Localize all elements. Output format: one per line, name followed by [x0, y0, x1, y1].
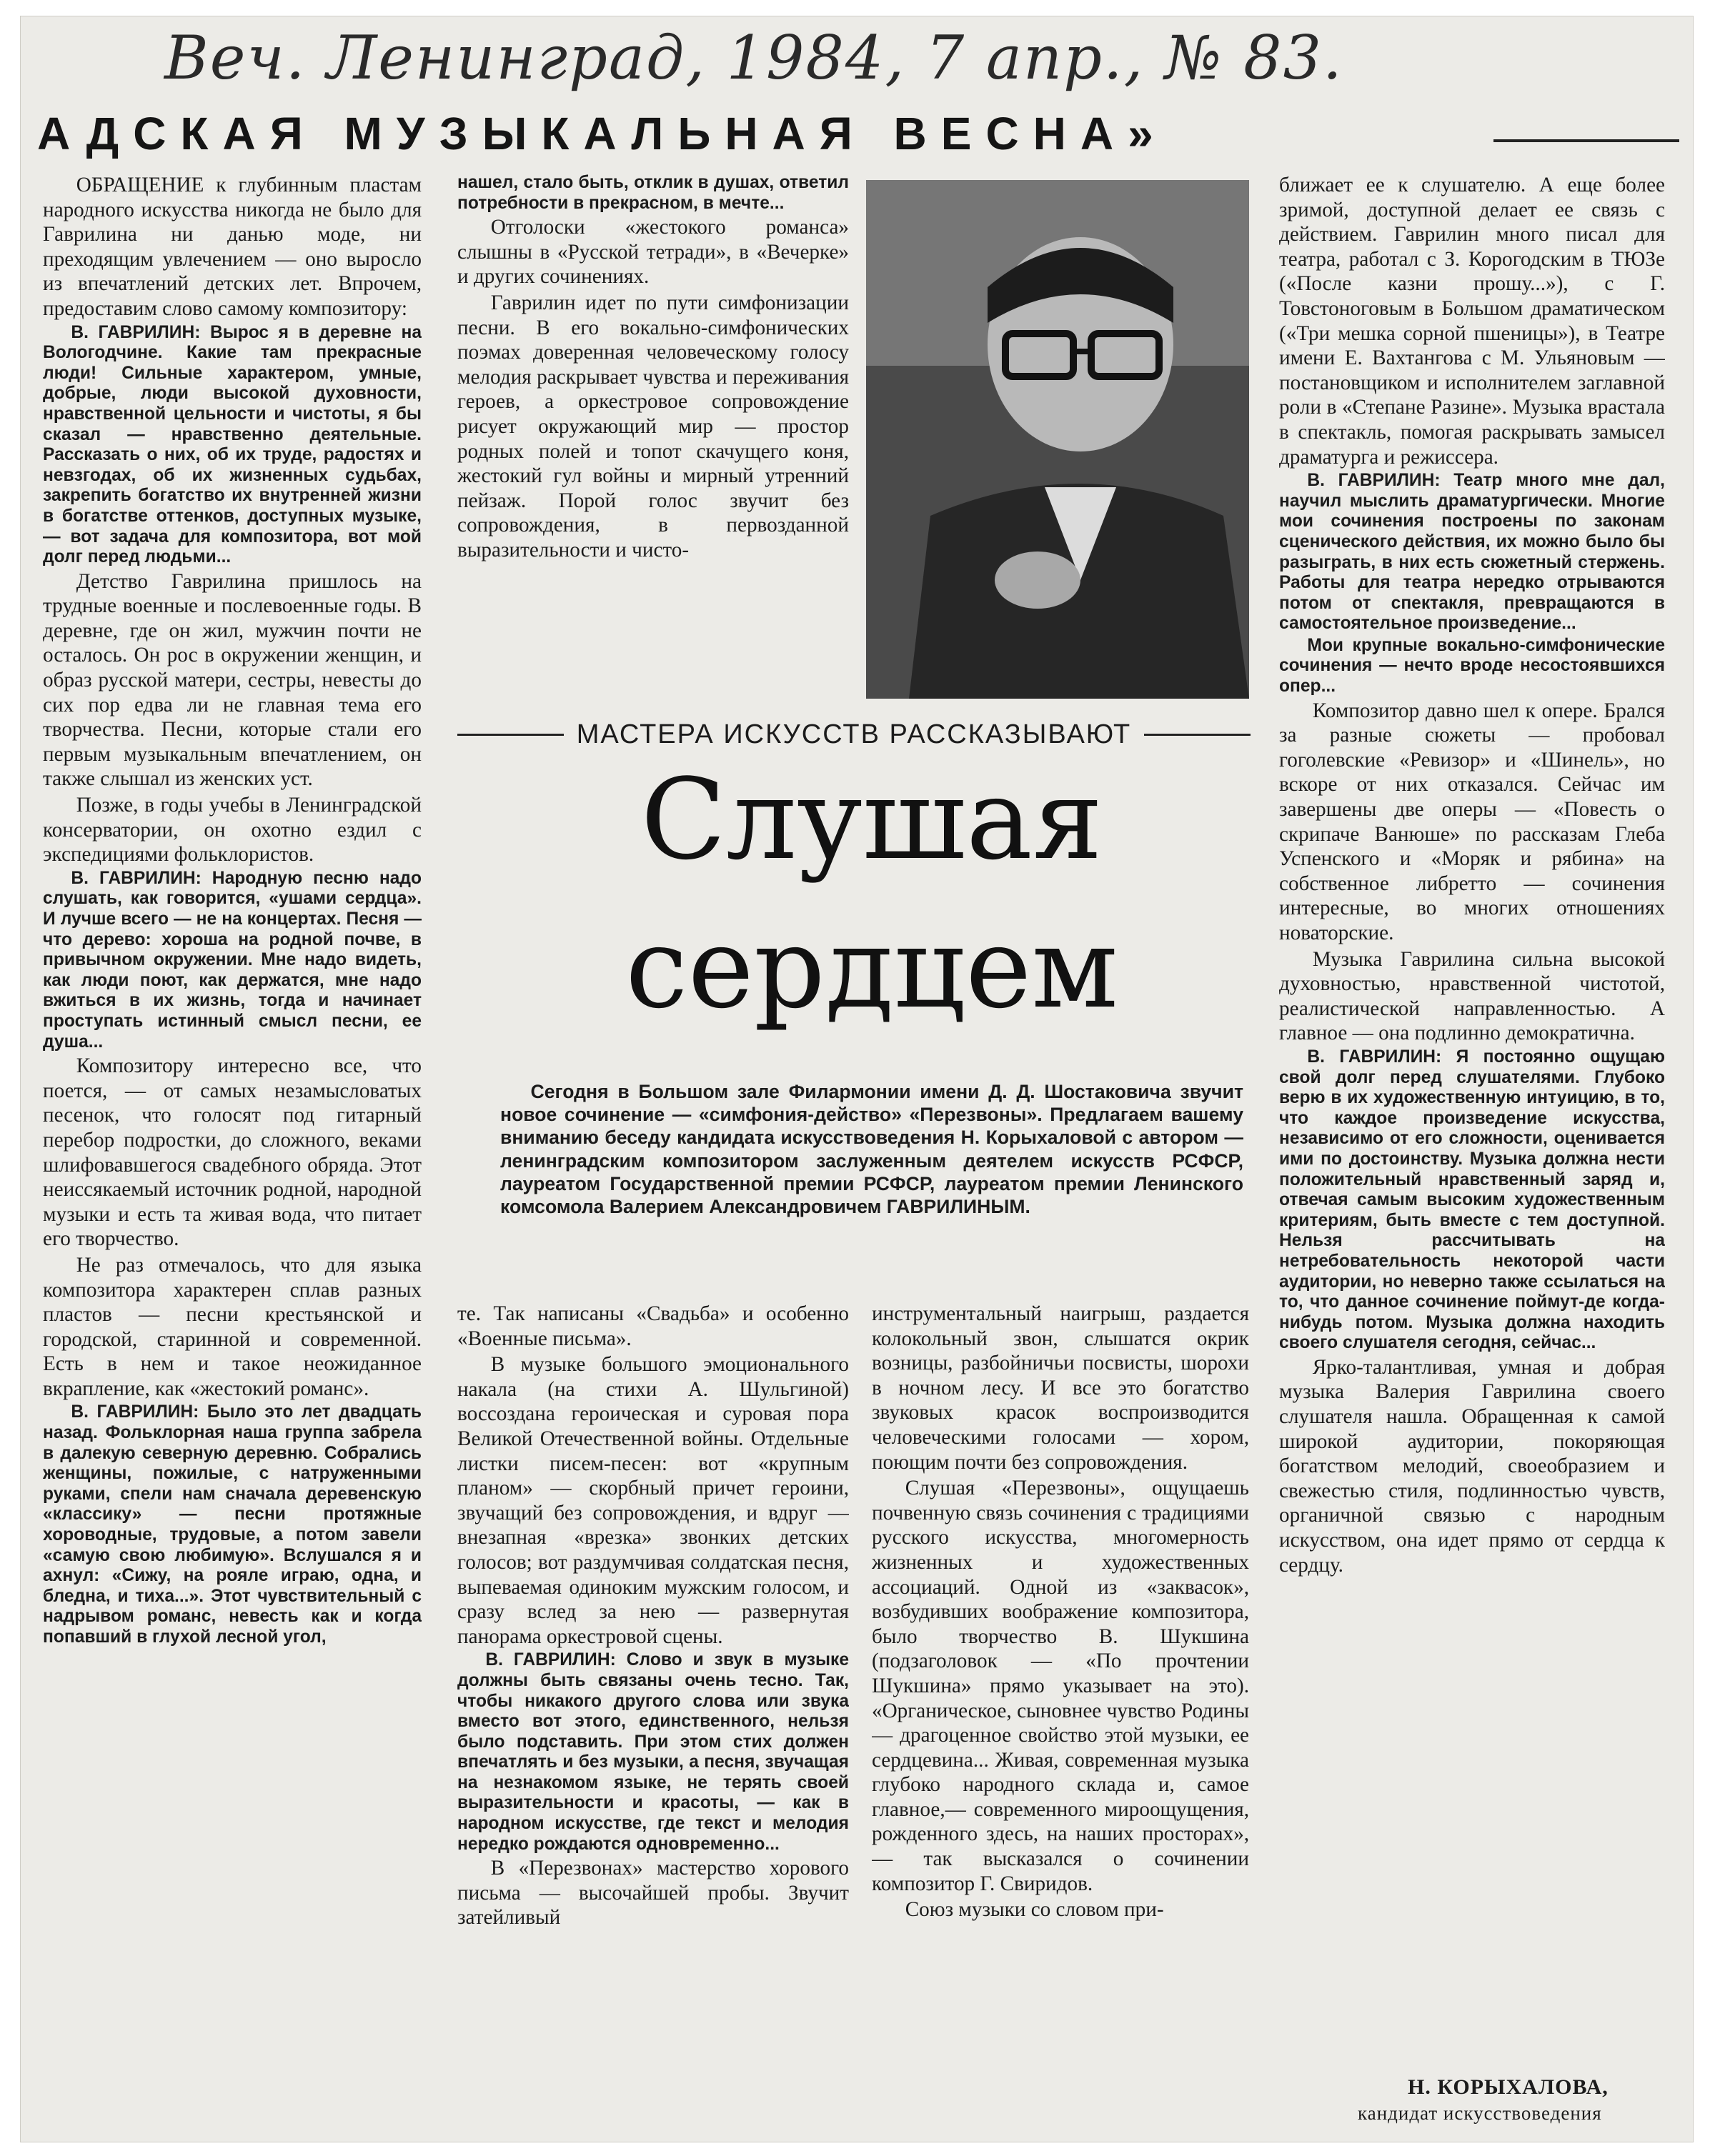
interview-paragraph: В. ГАВРИЛИН: Народную песню надо слушать, как говорится, «ушами сердца». И лучше всего — не на концертах. Песня — что дерево: хороша на родной почве, в привычном окружении. Мне надо видеть, как люди поют, как держатся, мне надо вжиться в их жизнь, тогда и начинает проступать истинный смысл песни, ее душа...	[43, 868, 422, 1052]
interview-paragraph: В. ГАВРИЛИН: Было это лет двадцать назад. Фольклорная наша группа забрела в далекую северную деревню. Собрались женщины, пожилые, с натруженными руками, спели нам сначала деревенскую «классику» — песни протяжные хороводные, трудовые, а потом завели «самую свою любимую». Вслушался я и ахнул: «Сижу, на рояле играю, одна, и бледна, и тиха...». Этот чувствительный с надрывом романс, невесть как и когда попавший в глухой лесной угол,	[43, 1402, 422, 1647]
paragraph: ближает ее к слушателю. А еще более зримой, доступной делает ее связь с действием. Гаврилин много писал для театра, работал с З. Корогодским в ТЮЗе («После казни прошу...»), с Г. Товстоноговым в Большом драматическом («Три мешка сорной пшеницы»), в Театре имени Е. Вахтангова с М. Ульяновым — постановщиком и исполнителем заглавной роли в «Степане Разине». Музыка врастала в спектакль, помогая раскрывать замысел драматурга и режиссера.	[1279, 174, 1665, 469]
paragraph: Позже, в годы учебы в Ленинградской консерватории, он охотно ездил с экспедициями фольклористов.	[43, 794, 422, 867]
interview-paragraph: В. ГАВРИЛИН: Я постоянно ощущаю свой долг перед слушателями. Глубоко верю в их художественную интуицию, в то, что каждое произведение искусства, независимо от его сложности, оценивается ими по достоинству. Музыка должна нести положительный нравственный заряд и, отвечая самым высоким художественным критериям, быть вместе с тем доступной. Нельзя рассчитывать на нетребовательность некоторой части аудитории, но неверно также ссылаться на то, что данное сочинение поймут-де когда-нибудь потом. Музыка должна находить своего слушателя сегодня, сейчас...	[1279, 1047, 1665, 1353]
headline-line-1: Слушая	[640, 754, 1103, 884]
author-signature: Н. КОРЫХАЛОВА,	[1408, 2075, 1609, 2099]
paragraph: В музыке большого эмоционального накала (на стихи А. Шульгиной) воссоздана героическая и суровая пора Великой Отечественной войны. Отдельные листки писем-песен: вот «крупным планом» — скорбный причет героини, звучащий без сопровождения, и вдруг — внезапная «врезка» звонких детских голосов; вот раздумчивая солдатская песня, выпеваемая одиноким мужским голосом, и сразу вслед за нею — развернутая панорама оркестровой сцены.	[457, 1353, 849, 1648]
section-banner: АДСКАЯ МУЗЫКАЛЬНАЯ ВЕСНА»	[37, 108, 1168, 159]
paragraph: В «Перезвонах» мастерство хорового письма — высочайшей пробы. Звучит затейливый	[457, 1857, 849, 1930]
paragraph: те. Так написаны «Свадьба» и особенно «Военные письма».	[457, 1302, 849, 1350]
paragraph: Музыка Гаврилина сильна высокой духовностью, нравственной чистотой, реалистической направленностью. А главное — она подлинно демократична.	[1279, 947, 1665, 1045]
paragraph: Детство Гаврилина пришлось на трудные военные и послевоенные годы. В деревне, где он жил, мужчин почти не осталось. Он рос в окружении женщин, и образ русской матери, сестры, невесты до сих пор едва ли не главная тема его творчества. Песни, которые стали его первым музыкальным впечатлением, он также слышал из женских уст.	[43, 569, 422, 791]
headline-line-2: сердцем	[625, 903, 1118, 1033]
interview-paragraph: В. ГАВРИЛИН: Вырос я в деревне на Вологодчине. Какие там прекрасные люди! Сильные характером, умные, добрые, люди высокой духовности, нравственной цельности и чистоты, я бы сказал — нравственно деятельные. Рассказать о них, об их труде, радостях и невзгодах, об их жизненных судьбах, закрепить богатство их внутренней жизни в богатстве оттенков, доступных музыке, — вот задача для композитора, вот мой долг перед людьми...	[43, 322, 422, 567]
column-1	[43, 173, 422, 2102]
kicker-rule-left	[457, 734, 564, 736]
handwritten-source-note: Веч. Ленинград, 1984, 7 апр., № 83.	[164, 23, 1343, 93]
portrait-silhouette	[866, 180, 1249, 699]
paragraph: инструментальный наигрыш, раздается колокольный звон, слышатся окрик возницы, разбойничьи посвисты, шорохи в ночном лесу. И все это богатство звуковых красок воспроизводится человеческими голосами — хором, поющим почти без сопровождения.	[872, 1302, 1249, 1474]
column-2-bottom	[457, 1302, 849, 2123]
column-4	[1279, 173, 1665, 2070]
paragraph: Слушая «Перезвоны», ощущаешь почвенную связь сочинения с традициями русского искусства, многомерность жизненных и художественных ассоциаций. Одной из «закваcок», возбудивших воображение композитора, было творчество В. Шукшина (подзаголовок — «По прочтении Шукшина» прямо указывает на это). «Органическое, сыновнее чувство Родины — драгоценное свойство этой музыки, ее сердцевина... Живая, современная музыка глубоко народного склада и, самое главное,— современного мироощущения, рожденного здесь, на наших просторах», — так высказался о сочинении композитор Г. Свиридов.	[872, 1477, 1249, 1895]
interview-paragraph: В. ГАВРИЛИН: Театр много мне дал, научил мыслить драматургически. Многие мои сочинения построены по законам сценического действия, их можно было бы разыграть, в них есть сюжетный стержень. Работы для театра нередко отрываются потом от спектакля, превращаются в самостоятельное произведение...	[1279, 471, 1665, 634]
kicker-row	[457, 717, 1251, 752]
composer-portrait-photo	[866, 180, 1249, 699]
paragraph: Не раз отмечалось, что для языка композитора характерен сплав разных пластов — песни крестьянской и городской, старинной и современной. Есть в нем и такое неожиданное вкрапление, как «жестокий романс».	[43, 1253, 422, 1400]
paragraph: Ярко-талантливая, умная и добрая музыка Валерия Гаврилина своего слушателя нашла. Обращенная к самой широкой аудитории, покоряющая богатством мелодий, своеобразием и свежестью стиля, подлинностью чувств, органичной связью с народным искусством, она идет прямо от сердца к сердцу.	[1279, 1355, 1665, 1577]
kicker: МАСТЕРА ИСКУССТВ РАССКАЗЫВАЮТ	[576, 719, 1132, 749]
interview-paragraph: В. ГАВРИЛИН: Слово и звук в музыке должны быть связаны очень тесно. Так, чтобы никакого другого слова или звука вместо вот этого, единственного, нельзя было подставить. При этом стих должен впечатлять и без музыки, а песня, звучащая на незнакомом языке, не терять своей выразительности и красоты, — как в народном искусстве, где текст и мелодия нередко рождаются одновременно...	[457, 1650, 849, 1854]
author-title: кандидат искусствоведения	[1358, 2102, 1602, 2124]
paragraph: Композитору интересно все, что поется, — от самых незамысловатых песенок, что голосят под гитарный перебор подростки, до сложного, веками шлифовавшегося свадебного обряда. Этот неиссякаемый источник родной, народной музыки и есть та живая вода, что питает его творчество.	[43, 1054, 422, 1251]
lead-paragraph: Сегодня в Большом зале Филармонии имени Д. Д. Шостаковича звучит новое сочинение — «симфония-действо» «Перезвоны». Предлагаем вашему вниманию беседу кандидата искусствоведения Н. Корыхаловой с автором — ленинградским композитором заслуженным деятелем искусств РСФСР, лауреатом Государственной премии РСФСР, лауреатом премии Ленинского комсомола Валерием Александровичем ГАВРИЛИНЫМ.	[500, 1081, 1243, 1218]
interview-paragraph: Мои крупные вокально-симфонические сочинения — нечто вроде несостоявшихся опер...	[1279, 635, 1665, 697]
paragraph: Гаврилин идет по пути симфонизации песни. В его вокально-симфонических поэмах доверенная человеческому голосу мелодия раскрывает чувства и переживания героев, а оркестровое сопровождение рисует окружающий мир — простор родных полей и топот скачущего коня, жестокий гул войны и мирный утренний пейзаж. Порой голос звучит без сопровождения, в первозданной выразительности и чисто-	[457, 291, 849, 562]
kicker-rule-right	[1144, 734, 1251, 736]
banner-rule	[1493, 139, 1679, 142]
paragraph: Союз музыки со словом при-	[905, 1898, 1164, 1922]
column-2-top	[457, 173, 849, 705]
interview-paragraph: нашел, стало быть, отклик в душах, ответил потребности в прекрасном, в мечте...	[457, 173, 849, 213]
column-3-bottom	[872, 1302, 1249, 2123]
paragraph: ОБРАЩЕНИЕ к глубинным пластам народного искусства никогда не было для Гаврилина ни данью моде, ни преходящим увлечением — оно выросло из впечатлений детских лет. Впрочем, предоставим слово самому композитору:	[43, 174, 422, 320]
paragraph: Отголоски «жестокого романса» слышны в «Русской тетради», в «Вечерке» и других сочинениях.	[457, 216, 849, 289]
paragraph: Композитор давно шел к опере. Брался за разные сюжеты — пробовал гоголевские «Ревизор» и «Шинель», но вскоре от них отказался. Сейчас им завершены две оперы — «Повесть о скрипаче Ванюше» по рассказам Глеба Успенского и «Моряк и рябина» на собственное либретто — сочинения интересные, во многих отношениях новаторские.	[1279, 699, 1665, 944]
